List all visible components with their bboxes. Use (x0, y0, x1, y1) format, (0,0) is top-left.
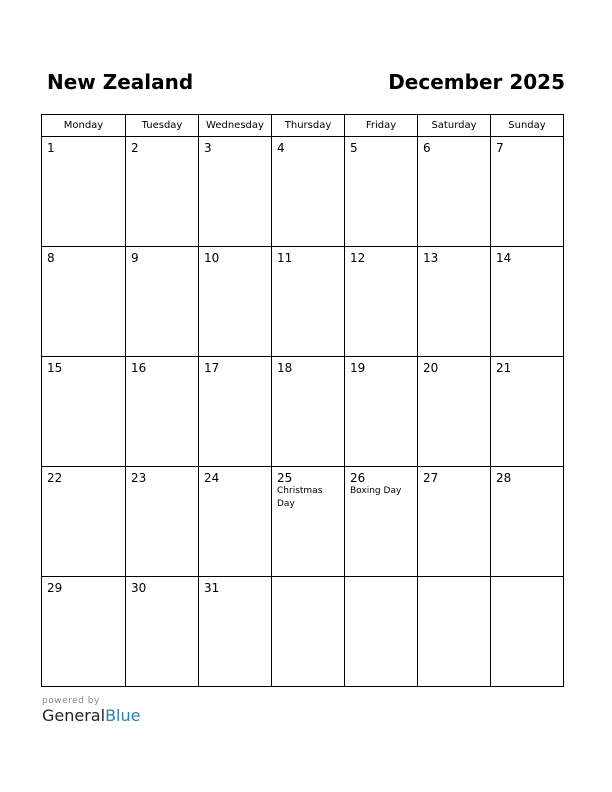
day-cell (491, 137, 564, 247)
day-number: 15 (47, 361, 63, 375)
day-number: 23 (131, 471, 147, 485)
day-number: 19 (350, 361, 366, 375)
weekday-header-row (42, 115, 564, 137)
day-cell (345, 467, 418, 577)
day-number: 12 (350, 251, 366, 265)
empty-day-cell (491, 577, 564, 687)
day-number: 13 (423, 251, 439, 265)
day-number: 2 (131, 141, 139, 155)
day-number: 24 (204, 471, 220, 485)
day-number (418, 577, 490, 581)
day-number: 8 (47, 251, 55, 265)
day-cell (491, 357, 564, 467)
day-number: 9 (131, 251, 139, 265)
day-cell (199, 357, 272, 467)
week-row (42, 467, 564, 577)
day-number: 31 (204, 581, 220, 595)
day-cell (42, 577, 126, 687)
day-cell (42, 357, 126, 467)
day-number: 5 (350, 141, 358, 155)
day-cell (491, 247, 564, 357)
day-cell (42, 137, 126, 247)
day-cell (272, 357, 345, 467)
day-number: 27 (423, 471, 439, 485)
day-cell (199, 137, 272, 247)
day-number: 21 (496, 361, 512, 375)
day-cell (199, 467, 272, 577)
empty-day-cell (272, 577, 345, 687)
day-number: 1 (47, 141, 55, 155)
brand-blue-text: Blue (105, 706, 141, 725)
day-cell (126, 577, 199, 687)
weekday-header: Wednesday (199, 115, 272, 137)
day-number: 4 (277, 141, 285, 155)
day-number (272, 577, 344, 581)
day-cell (418, 357, 491, 467)
day-cell (199, 247, 272, 357)
day-cell (418, 467, 491, 577)
brand-general-text: General (42, 706, 106, 725)
day-number (345, 577, 417, 581)
day-cell (42, 247, 126, 357)
weekday-header: Sunday (491, 115, 564, 137)
day-number: 3 (204, 141, 212, 155)
day-cell (272, 467, 345, 577)
day-number: 7 (496, 141, 504, 155)
day-number: 14 (496, 251, 512, 265)
day-number: 11 (277, 251, 293, 265)
day-cell (418, 247, 491, 357)
day-cell (126, 357, 199, 467)
empty-day-cell (418, 577, 491, 687)
weekday-header: Saturday (418, 115, 491, 137)
weekday-header: Thursday (272, 115, 345, 137)
day-cell (126, 247, 199, 357)
week-row (42, 137, 564, 247)
day-number: 16 (131, 361, 147, 375)
week-row (42, 577, 564, 687)
country-title: New Zealand (47, 70, 194, 94)
empty-day-cell (345, 577, 418, 687)
calendar-grid (41, 114, 564, 687)
day-cell (199, 577, 272, 687)
week-row (42, 247, 564, 357)
weekday-header: Tuesday (126, 115, 199, 137)
day-cell (418, 137, 491, 247)
day-number: 17 (204, 361, 220, 375)
day-number (491, 577, 563, 581)
holiday-label: Christmas Day (277, 486, 323, 509)
day-cell (345, 137, 418, 247)
day-cell (272, 247, 345, 357)
day-number: 29 (47, 581, 63, 595)
weekday-header: Monday (42, 115, 126, 137)
footer-branding (42, 696, 140, 725)
day-number: 28 (496, 471, 512, 485)
generalblue-logo (42, 707, 140, 725)
month-year-title: December 2025 (388, 70, 565, 94)
day-number: 30 (131, 581, 147, 595)
day-number: 26 (350, 471, 366, 485)
day-cell (42, 467, 126, 577)
powered-by-text: powered by (42, 696, 100, 706)
weekday-header: Friday (345, 115, 418, 137)
holiday-label: Boxing Day (350, 486, 402, 496)
day-number: 6 (423, 141, 431, 155)
day-cell (126, 137, 199, 247)
day-number: 22 (47, 471, 63, 485)
week-row (42, 357, 564, 467)
day-cell (272, 137, 345, 247)
day-cell (491, 467, 564, 577)
day-cell (345, 247, 418, 357)
day-number: 20 (423, 361, 439, 375)
day-number: 10 (204, 251, 220, 265)
day-cell (126, 467, 199, 577)
day-number: 18 (277, 361, 293, 375)
day-number: 25 (277, 471, 293, 485)
day-cell (345, 357, 418, 467)
